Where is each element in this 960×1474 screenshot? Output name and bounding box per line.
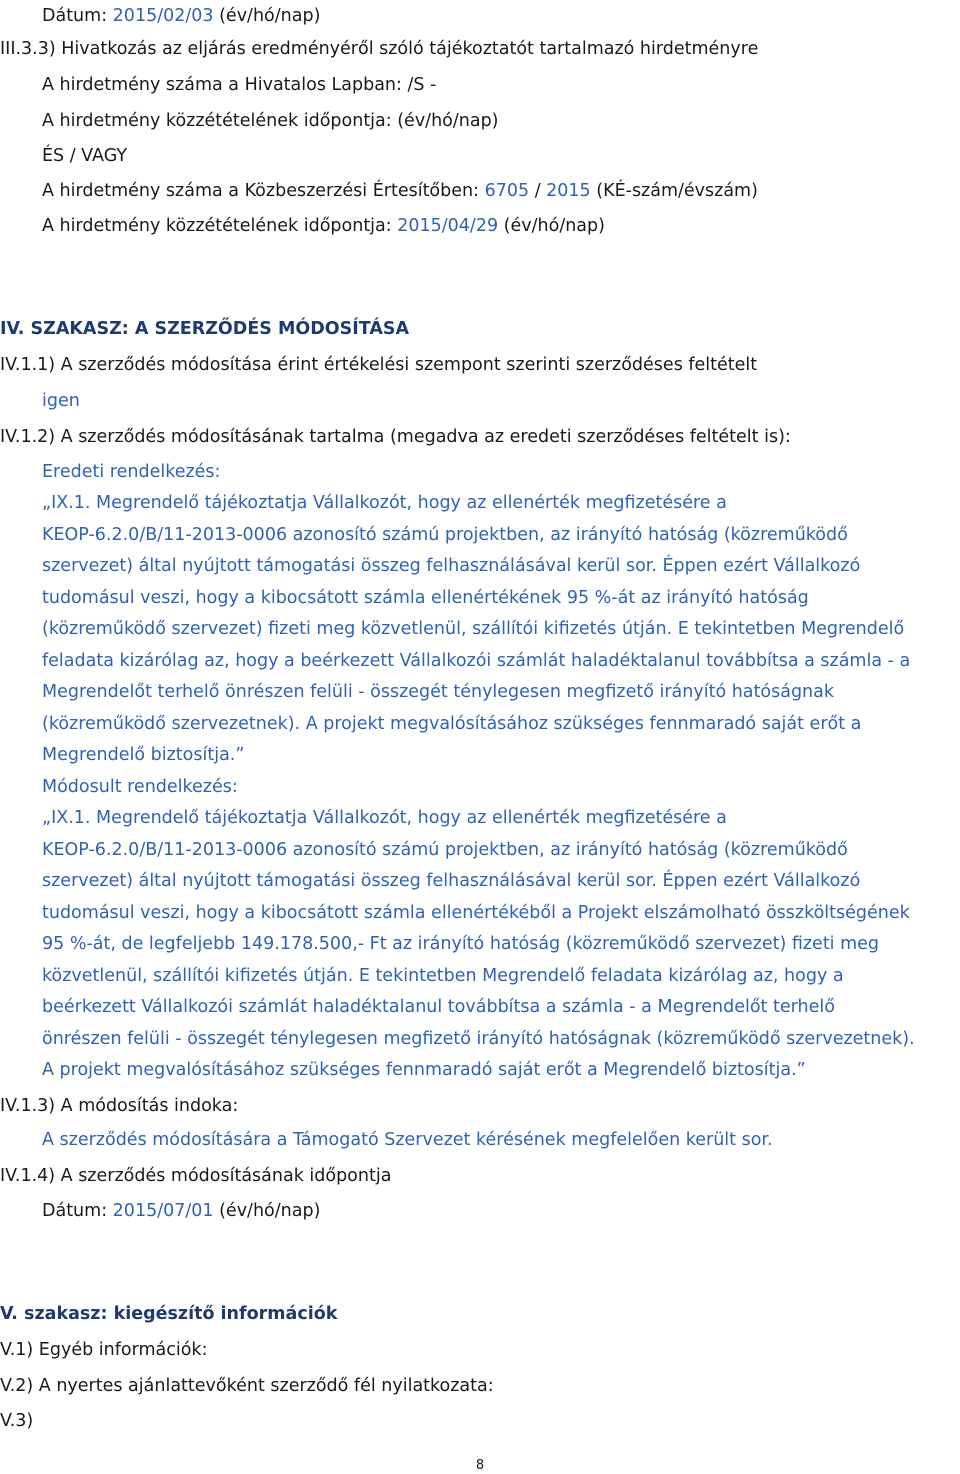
es-vagy-line: ÉS / VAGY: [42, 146, 128, 166]
modosult-line: KEOP-6.2.0/B/11-2013-0006 azonosító számú projektben, az irányító hatóság (közreműködő: [42, 840, 848, 860]
top-date-value: 2015/02/03: [112, 6, 214, 26]
eredeti-line: „IX.1. Megrendelő tájékoztatja Vállalkozót, hogy az ellenérték megfizetésére a: [42, 493, 727, 513]
kozbeszerzesi-ertesito-line: [42, 180, 758, 202]
kesz-label: A hirdetmény száma a Közbeszerzési Értesítőben:: [42, 181, 485, 201]
iii33-title: III.3.3) Hivatkozás az eljárás eredményéről szóló tájékoztatót tartalmazó hirdetményre: [0, 39, 759, 59]
v2-line: V.2) A nyertes ajánlattevőként szerződő fél nyilatkozata:: [0, 1376, 494, 1396]
v3-line: V.3): [0, 1411, 34, 1431]
iv13-title: IV.1.3) A módosítás indoka:: [0, 1096, 239, 1116]
kesz-number: 6705: [484, 181, 530, 201]
eredeti-line: Megrendelőt terhelő önrészen felüli - összegét ténylegesen megfizető irányító hatóságnak: [42, 682, 835, 702]
v1-line: V.1) Egyéb információk:: [0, 1340, 208, 1360]
iv14-title: IV.1.4) A szerződés módosításának időpontja: [0, 1166, 392, 1186]
eredeti-line: szervezet) által nyújtott támogatási összeg felhasználásával kerül sor. Éppen ezért Vállalkozó: [42, 556, 861, 576]
eredeti-line: (közreműködő szervezet) fizeti meg közvetlenül, szállítói kifizetés útján. E tekintetben Megrendelő: [42, 619, 905, 639]
top-date-unit: (év/hó/nap): [213, 6, 321, 26]
kozzetetel-2-label: A hirdetmény közzétételének időpontja:: [42, 216, 398, 236]
section-iv-heading: IV. SZAKASZ: A SZERZŐDÉS MÓDOSÍTÁSA: [0, 319, 410, 339]
modosult-line: A projekt megvalósításához szükséges fennmaradó saját erőt a Megrendelő biztosítja.”: [42, 1060, 806, 1080]
eredeti-line: feladata kizárólag az, hogy a beérkezett Vállalkozói számlát haladéktalanul továbbítsa a számla - a: [42, 651, 911, 671]
iv14-date-line: [42, 1200, 320, 1222]
iv11-title: IV.1.1) A szerződés módosítása érint értékelési szempont szerinti szerződéses feltételt: [0, 355, 758, 375]
kesz-unit: (KÉ-szám/évszám): [590, 181, 758, 201]
iv12-title: IV.1.2) A szerződés módosításának tartalma (megadva az eredeti szerződéses feltételt is):: [0, 427, 791, 447]
modosult-line: 95 %-át, de legfeljebb 149.178.500,- Ft az irányító hatóság (közreműködő szervezet) fizeti meg: [42, 934, 880, 954]
kozzetetel-line-2: [42, 215, 605, 237]
eredeti-line: (közreműködő szervezetnek). A projekt megvalósításához szükséges fennmaradó saját erőt a: [42, 714, 862, 734]
modosult-line: közvetlenül, szállítói kifizetés útján. E tekintetben Megrendelő feladata kizárólag az, hogy a: [42, 966, 844, 986]
modosult-line: tudomásul veszi, hogy a kibocsátott számla ellenértékéből a Projekt elszámolható összköltségének: [42, 903, 910, 923]
eredeti-label: Eredeti rendelkezés:: [42, 462, 221, 482]
kozzetetel-2-value: 2015/04/29: [397, 216, 499, 236]
iv13-text: A szerződés módosítására a Támogató Szervezet kérésének megfelelően került sor.: [42, 1130, 773, 1150]
modosult-line: szervezet) által nyújtott támogatási összeg felhasználásával kerül sor. Éppen ezért Vállalkozó: [42, 871, 861, 891]
iv11-answer: igen: [42, 391, 80, 411]
hivatalos-lapban-line: A hirdetmény száma a Hivatalos Lapban: /S -: [42, 75, 437, 95]
page-number: 8: [475, 1458, 485, 1473]
modosult-line: önrészen felüli - összegét ténylegesen megfizető irányító hatóságnak (közreműködő szervezetnek).: [42, 1029, 915, 1049]
modosult-label: Módosult rendelkezés:: [42, 777, 238, 797]
modosult-line: beérkezett Vállalkozói számlát haladéktalanul továbbítsa a számla - a Megrendelőt terhelő: [42, 997, 835, 1017]
iv14-date-unit: (év/hó/nap): [213, 1201, 321, 1221]
kozzetetel-line-1: A hirdetmény közzétételének időpontja: (év/hó/nap): [42, 111, 499, 131]
eredeti-line: Megrendelő biztosítja.”: [42, 745, 245, 765]
section-v-heading: V. szakasz: kiegészítő információk: [0, 1304, 338, 1324]
eredeti-line: tudomásul veszi, hogy a kibocsátott számla ellenértékének 95 %-át az irányító hatóság: [42, 588, 809, 608]
kesz-year: 2015: [546, 181, 591, 201]
eredeti-line: KEOP-6.2.0/B/11-2013-0006 azonosító számú projektben, az irányító hatóság (közreműködő: [42, 525, 848, 545]
top-date-label: Dátum:: [42, 6, 113, 26]
kesz-separator: /: [529, 181, 547, 201]
iv14-date-value: 2015/07/01: [112, 1201, 214, 1221]
modosult-line: „IX.1. Megrendelő tájékoztatja Vállalkozót, hogy az ellenérték megfizetésére a: [42, 808, 727, 828]
iv14-date-label: Dátum:: [42, 1201, 113, 1221]
kozzetetel-2-unit: (év/hó/nap): [498, 216, 605, 236]
top-date-line: [42, 5, 320, 27]
